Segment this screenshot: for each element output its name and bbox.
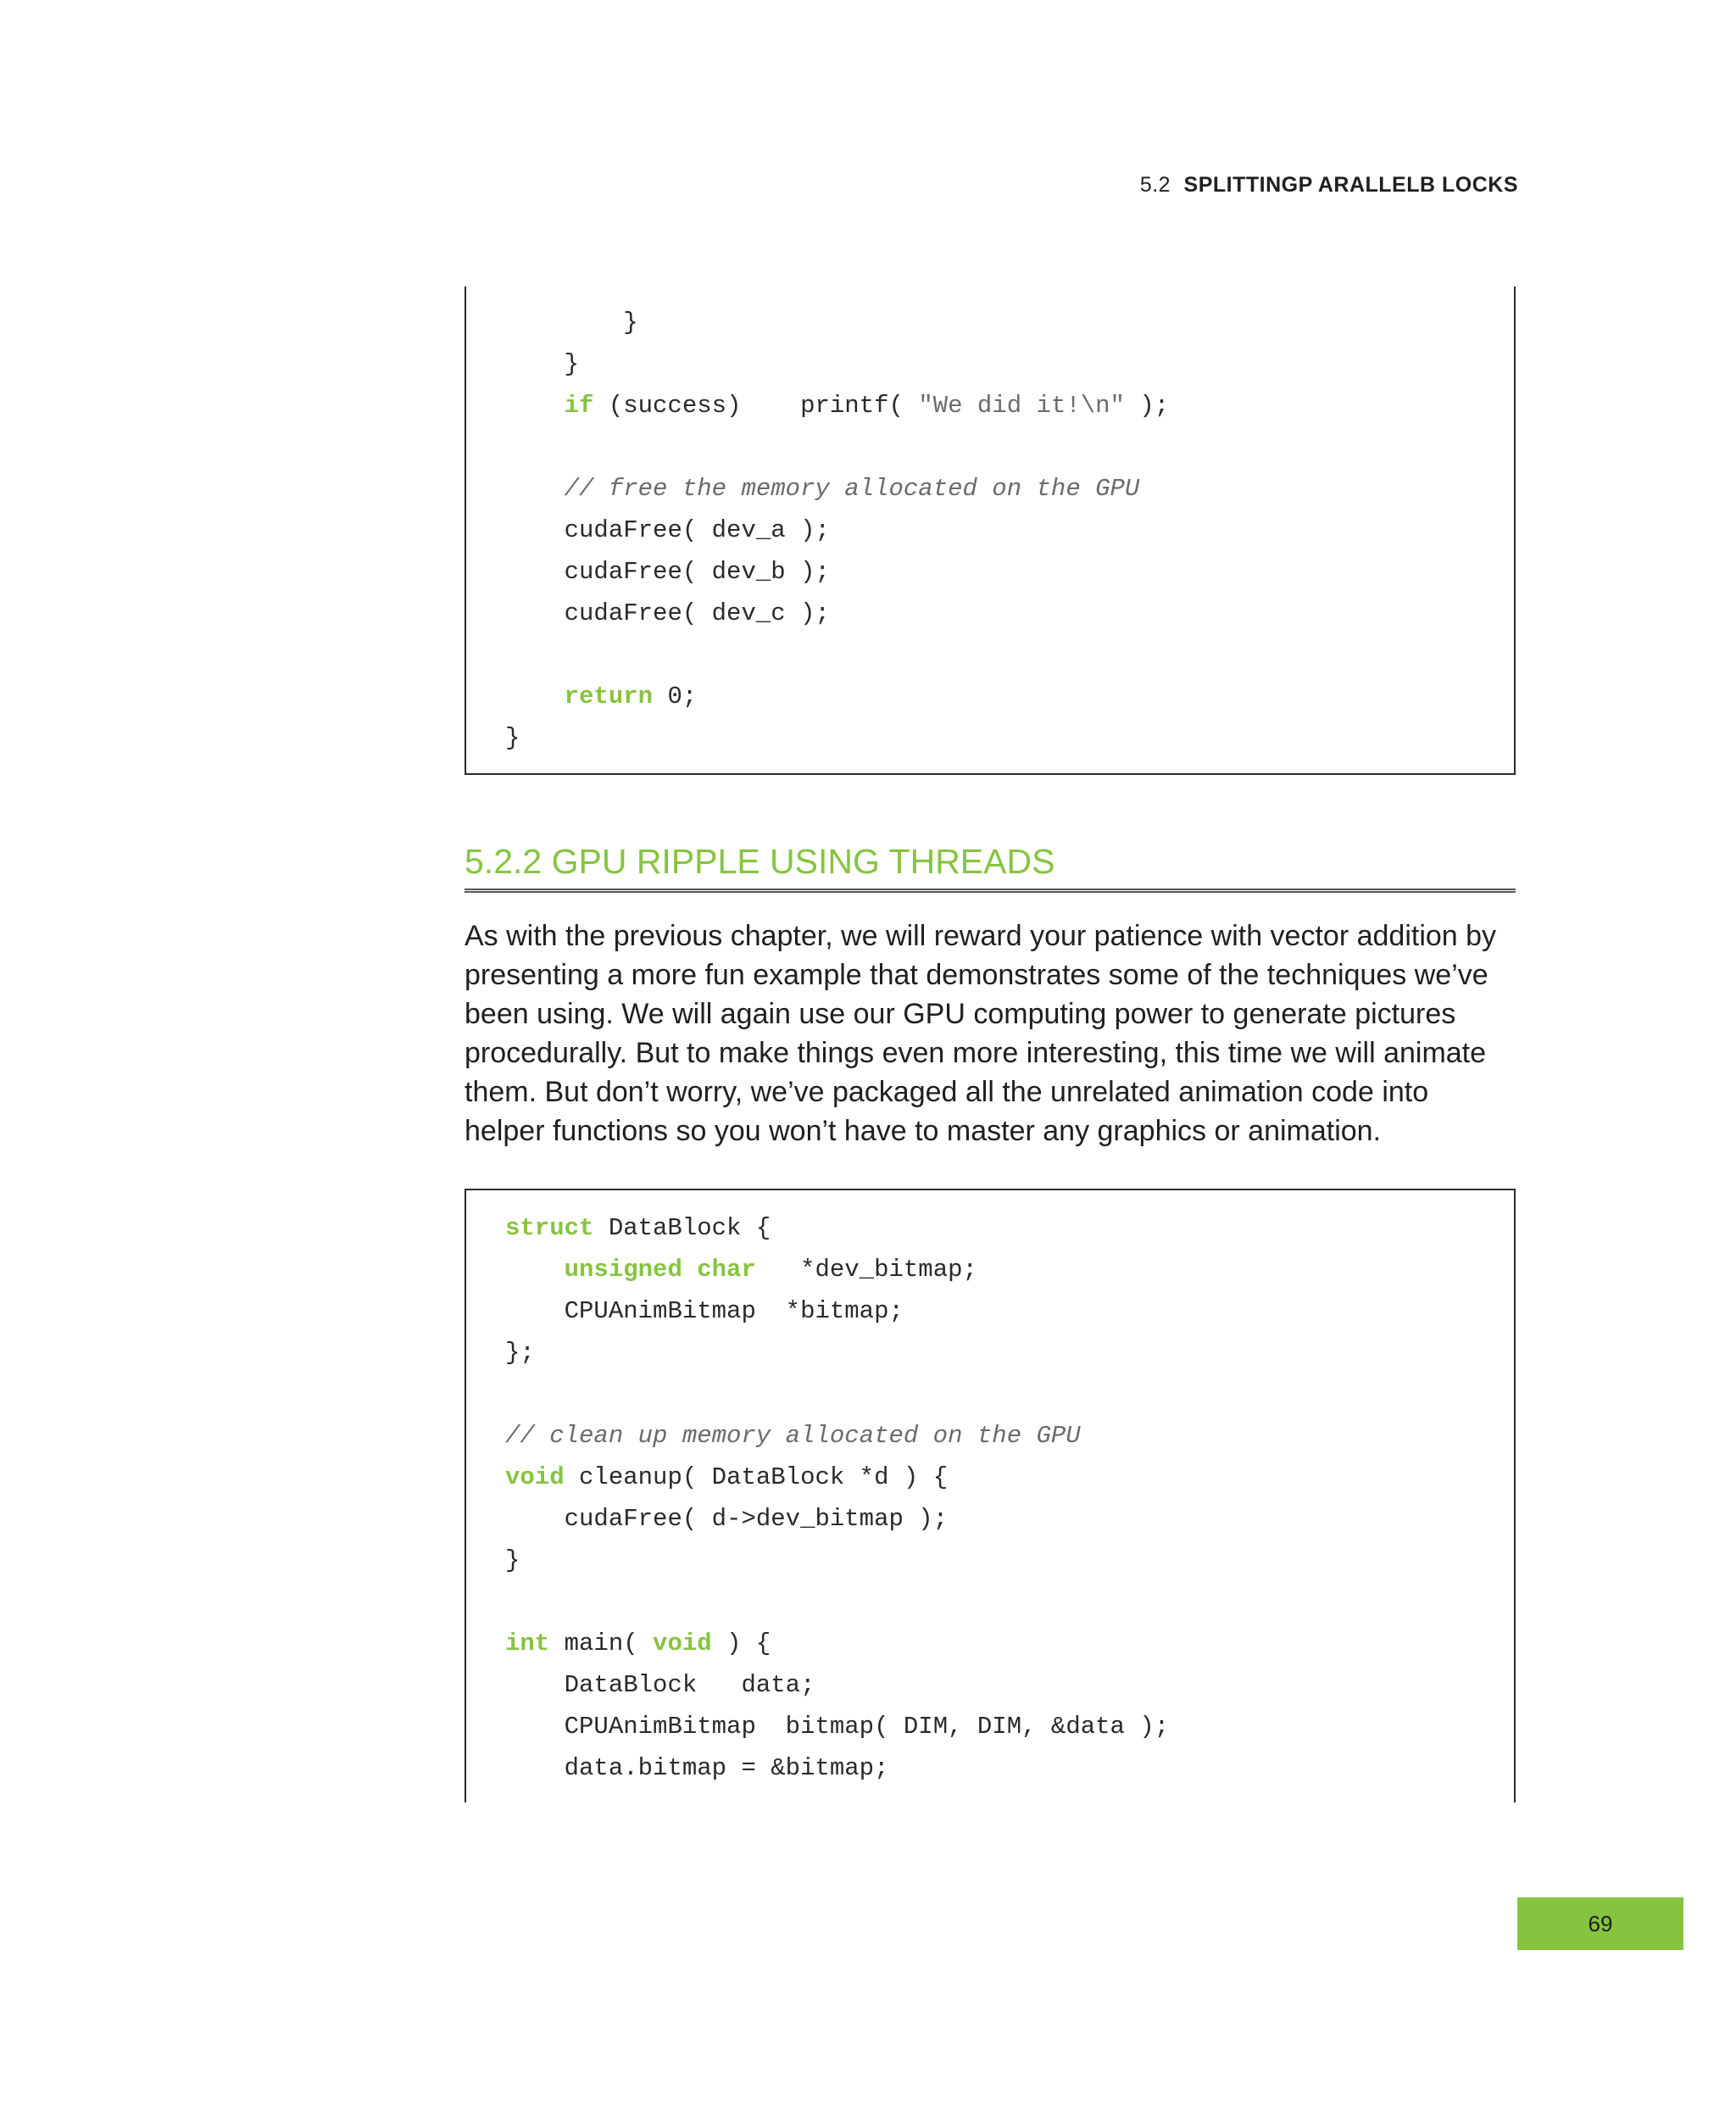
code-token: DataBlock data; — [564, 1671, 815, 1699]
code-indent — [505, 309, 623, 337]
code-line — [505, 551, 830, 593]
code-indent — [505, 475, 565, 503]
body-paragraph — [465, 916, 1516, 1150]
code-token: data.bitmap = &bitmap; — [564, 1754, 889, 1782]
code-token: CPUAnimBitmap *bitmap; — [564, 1297, 904, 1325]
code-line — [505, 302, 638, 343]
code-line — [505, 1623, 771, 1664]
code-indent — [505, 558, 565, 586]
code-indent — [505, 1505, 565, 1533]
code-indent — [505, 1754, 565, 1782]
code-line — [505, 1747, 889, 1789]
code-indent — [505, 1713, 565, 1741]
code-indent — [505, 1671, 565, 1699]
code-token: ); — [1124, 392, 1170, 420]
code-token: }; — [505, 1339, 535, 1367]
code-keyword: struct — [505, 1214, 594, 1242]
code-line — [505, 1498, 948, 1540]
code-token: main( — [549, 1630, 654, 1658]
paragraph-line: As with the previous chapter, we will reward your patience with vector addition by — [465, 920, 1497, 952]
code-token: } — [505, 724, 520, 752]
code-keyword: unsigned char — [564, 1256, 756, 1284]
code-line — [505, 1457, 948, 1498]
code-indent — [505, 350, 565, 378]
code-comment: // free the memory allocated on the GPU — [564, 475, 1140, 503]
header-section-title: SPLITTINGP ARALLELB LOCKS — [1183, 173, 1518, 197]
code-listing-bottom — [465, 1189, 1516, 1802]
code-token: } — [564, 350, 580, 378]
code-keyword: if — [564, 392, 594, 420]
code-line — [505, 1290, 904, 1332]
code-token: *dev_bitmap; — [755, 1256, 977, 1284]
code-keyword: return — [564, 682, 654, 710]
code-token: DataBlock { — [593, 1214, 771, 1242]
code-line — [505, 1664, 815, 1706]
header-section-number: 5.2 — [1139, 173, 1171, 197]
code-indent — [505, 599, 565, 627]
code-token: 0; — [653, 682, 698, 710]
code-listing-top — [465, 287, 1516, 775]
code-token: cudaFree( dev_a ); — [564, 516, 830, 544]
code-comment: // clean up memory allocated on the GPU — [505, 1422, 1081, 1450]
code-line — [505, 385, 1169, 426]
code-string: "We did it!\n" — [918, 392, 1125, 420]
code-line — [505, 510, 830, 551]
code-line — [505, 717, 520, 759]
section-heading: 5.2.2 GPU RIPPLE USING THREADS — [465, 839, 1516, 893]
running-header — [1140, 173, 1518, 198]
paragraph-line: helper functions so you won’t have to master any graphics or animation. — [465, 1115, 1382, 1147]
code-keyword: int — [505, 1630, 550, 1658]
paragraph-line: presenting a more fun example that demonstrates some of the techniques we’ve — [465, 959, 1488, 991]
code-indent — [505, 1297, 565, 1325]
code-token: (success) printf( — [593, 392, 919, 420]
code-token: cudaFree( d->dev_bitmap ); — [564, 1505, 949, 1533]
code-token: cudaFree( dev_b ); — [564, 558, 830, 586]
code-token: cudaFree( dev_c ); — [564, 599, 830, 627]
paragraph-line: them. But don’t worry, we’ve packaged all the unrelated animation code into — [465, 1076, 1429, 1108]
code-line — [505, 343, 579, 385]
code-indent — [505, 516, 565, 544]
paragraph-line: procedurally. But to make things even more interesting, this time we will animate — [465, 1037, 1487, 1069]
code-line — [505, 676, 697, 717]
code-line — [505, 1415, 1081, 1457]
code-line — [505, 1540, 520, 1581]
code-line — [505, 1249, 977, 1290]
code-indent — [505, 1256, 565, 1284]
code-token: CPUAnimBitmap bitmap( DIM, DIM, &data ); — [564, 1713, 1170, 1741]
code-token: } — [623, 309, 638, 337]
page-number: 69 — [1517, 1897, 1683, 1950]
code-keyword: void — [505, 1463, 565, 1491]
code-line — [505, 593, 830, 634]
code-token: } — [505, 1546, 520, 1574]
code-indent — [505, 392, 565, 420]
code-token: cleanup( DataBlock *d ) { — [564, 1463, 949, 1491]
code-token: ) { — [711, 1630, 771, 1658]
code-line — [505, 1207, 771, 1249]
code-line — [505, 1706, 1169, 1747]
code-keyword: void — [653, 1630, 712, 1658]
paragraph-line: been using. We will again use our GPU computing power to generate pictures — [465, 998, 1456, 1030]
code-line — [505, 1332, 535, 1373]
code-indent — [505, 682, 565, 710]
code-line — [505, 468, 1139, 510]
